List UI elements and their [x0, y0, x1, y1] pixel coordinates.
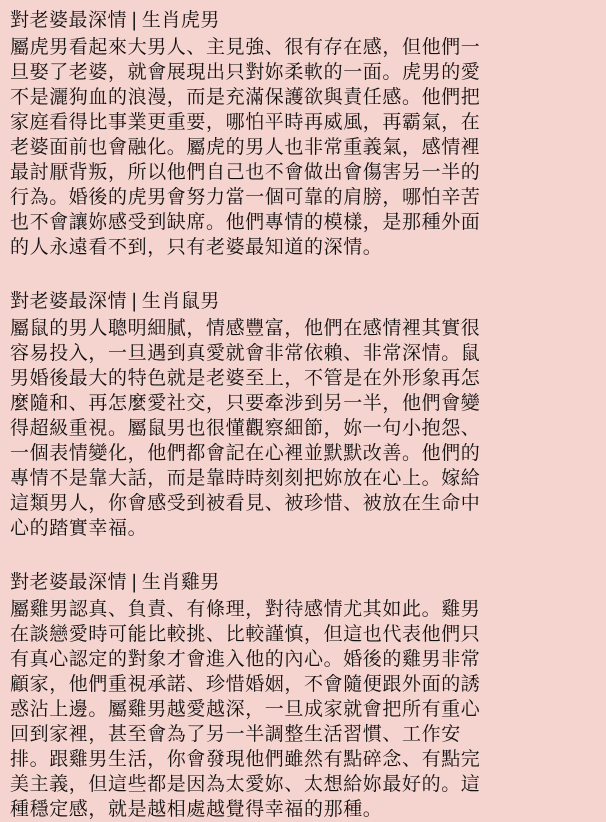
- section-title: 對老婆最深情: [10, 290, 128, 312]
- title-separator: |: [131, 9, 138, 31]
- section-heading: [10, 6, 598, 35]
- paragraph-line: 顧家，他們重視承諾、珍惜婚姻，不會隨便跟外面的誘: [10, 673, 481, 695]
- section-title: 對老婆最深情: [10, 571, 128, 593]
- paragraph-line: 的人永遠看不到，只有老婆最知道的深情。: [10, 236, 383, 258]
- title-separator: |: [131, 290, 138, 312]
- section-subtitle: 生肖鼠男: [141, 290, 220, 312]
- paragraph-line: 屬鼠的男人聰明細膩，情感豐富，他們在感情裡其實很: [10, 317, 481, 339]
- paragraph-line: 旦娶了老婆，就會展現出只對妳柔軟的一面。虎男的愛: [10, 61, 481, 83]
- paragraph-line: 家庭看得比事業更重要，哪怕平時再威風，再霸氣，在: [10, 111, 481, 133]
- paragraph-line: 排。跟雞男生活，你會發現他們雖然有點碎念、有點完: [10, 748, 481, 770]
- paragraph-line: 男婚後最大的特色就是老婆至上，不管是在外形象再怎: [10, 367, 481, 389]
- section-rat: [10, 287, 598, 541]
- paragraph-line: 老婆面前也會融化。屬虎的男人也非常重義氣，感情裡: [10, 136, 481, 158]
- title-separator: |: [131, 571, 138, 593]
- paragraph-line: 得超級重視。屬鼠男也很懂觀察細節，妳一句小抱怨、: [10, 417, 481, 439]
- paragraph-line: 屬雞男認真、負責、有條理，對待感情尤其如此。雞男: [10, 598, 481, 620]
- paragraph-line: 美主義，但這些都是因為太愛妳、太想給妳最好的。這: [10, 773, 481, 795]
- section-heading: [10, 287, 598, 316]
- paragraph-line: 惑沾上邊。屬雞男越愛越深，一旦成家就會把所有重心: [10, 698, 481, 720]
- section-subtitle: 生肖虎男: [141, 9, 220, 31]
- section-subtitle: 生肖雞男: [141, 571, 220, 593]
- paragraph-line: 有真心認定的對象才會進入他的內心。婚後的雞男非常: [10, 648, 481, 670]
- paragraph-line: 也不會讓妳感受到缺席。他們專情的模樣，是那種外面: [10, 211, 481, 233]
- paragraph-line: 心的踏實幸福。: [10, 517, 148, 539]
- paragraph-line: 容易投入，一旦遇到真愛就會非常依賴、非常深情。鼠: [10, 342, 481, 364]
- paragraph-line: 屬虎男看起來大男人、主見強、很有存在感，但他們一: [10, 36, 481, 58]
- section-rooster: [10, 568, 598, 822]
- paragraph-line: 不是灑狗血的浪漫，而是充滿保護欲與責任感。他們把: [10, 86, 481, 108]
- paragraph-line: 最討厭背叛，所以他們自己也不會做出會傷害另一半的: [10, 161, 481, 183]
- paragraph-line: 回到家裡，甚至會為了另一半調整生活習慣、工作安: [10, 723, 461, 745]
- paragraph-line: 行為。婚後的虎男會努力當一個可靠的肩膀，哪怕辛苦: [10, 186, 481, 208]
- paragraph-line: 種穩定感，就是越相處越覺得幸福的那種。: [10, 798, 383, 820]
- paragraph-line: 專情不是靠大話，而是靠時時刻刻把妳放在心上。嫁給: [10, 467, 481, 489]
- section-heading: [10, 568, 598, 597]
- section-title: 對老婆最深情: [10, 9, 128, 31]
- paragraph-line: 在談戀愛時可能比較挑、比較謹慎，但這也代表他們只: [10, 623, 481, 645]
- paragraph-line: 一個表情變化，他們都會記在心裡並默默改善。他們的: [10, 442, 481, 464]
- section-tiger: [10, 6, 598, 260]
- paragraph-line: 麼隨和、再怎麼愛社交，只要牽涉到另一半，他們會變: [10, 392, 481, 414]
- paragraph-line: 這類男人，你會感受到被看見、被珍惜、被放在生命中: [10, 492, 481, 514]
